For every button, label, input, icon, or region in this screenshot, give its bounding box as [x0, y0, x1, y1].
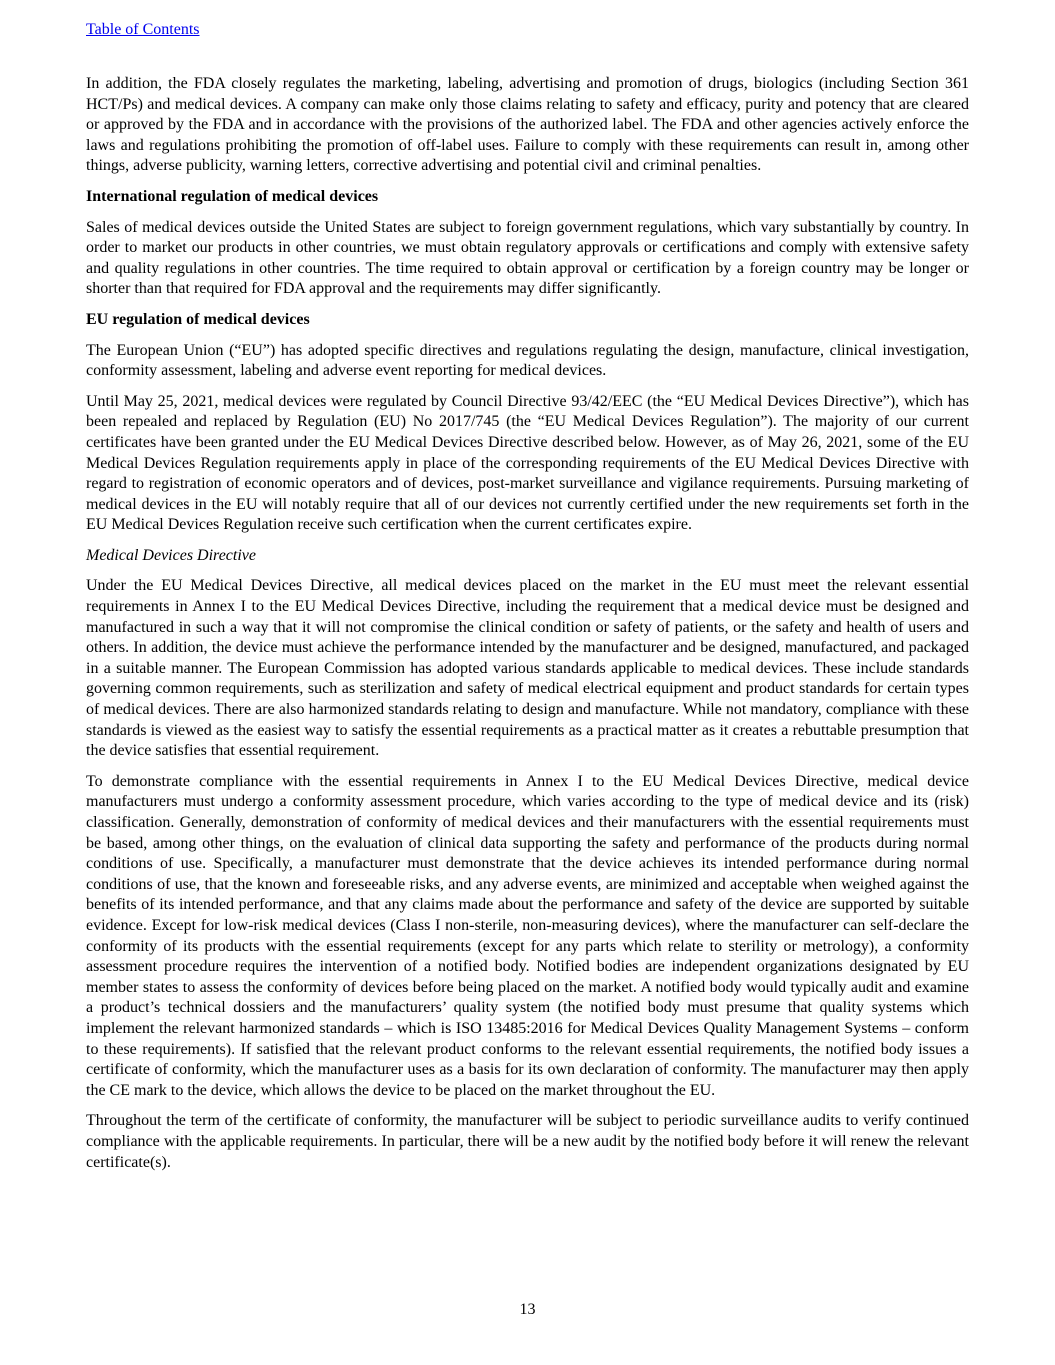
heading-eu-regulation: EU regulation of medical devices: [86, 310, 310, 328]
paragraph-foreign-regulations: Sales of medical devices outside the United States are subject to foreign government regulations, which vary substantially by country. In order to market our products in other countries, we must obtain regulatory approvals or certifications and comply with extensive safety and quality regulations in other countries. The time required to obtain approval or certification by a foreign country may be longer or shorter than that required for FDA approval and the requirements may differ significantly.: [86, 218, 969, 298]
table-of-contents-link[interactable]: Table of Contents: [86, 21, 200, 38]
paragraph-surveillance-audits: Throughout the term of the certificate of conformity, the manufacturer will be subject to periodic surveillance audits to verify continued compliance with the applicable requirements. In particular, there will be a new audit by the notified body before it will renew the relevant certificate(s).: [86, 1112, 969, 1171]
paragraph-fda-promotion: In addition, the FDA closely regulates the marketing, labeling, advertising and promotion of drugs, biologics (including Section 361 HCT/Ps) and medical devices. A company can make only those claims relating to safety and efficacy, purity and potency that are cleared or approved by the FDA and in accordance with the provisions of the authorized label. The FDA and other agencies actively enforce the laws and regulations prohibiting the promotion of off-label uses. Failure to comply with these requirements can result in, among other things, adverse publicity, warning letters, corrective advertising and potential civil and criminal penalties.: [86, 75, 969, 175]
paragraph-eu-directives: The European Union (“EU”) has adopted specific directives and regulations regulating the design, manufacture, clinical investigation, conformity assessment, labeling and adverse event reporting for medical devices.: [86, 341, 969, 380]
paragraph-essential-requirements: Under the EU Medical Devices Directive, all medical devices placed on the market in the EU must meet the relevant essential requirements in Annex I to the EU Medical Devices Directive, including the requirement that a medical device must be designed and manufactured in such a way that it will not compromise the clinical condition or safety of patients, or the safety and health of users and others. In addition, the device must achieve the performance intended by the manufacturer and be designed, manufactured, and packaged in a suitable manner. The European Commission has adopted various standards applicable to medical devices. These include standards governing common requirements, such as sterilization and safety of medical electrical equipment and product standards for certain types of medical devices. There are also harmonized standards relating to design and manufacture. While not mandatory, compliance with these standards is viewed as the easiest way to satisfy the essential requirements as a practical matter as it creates a rebuttable presumption that the device satisfies that essential requirement.: [86, 577, 969, 760]
page-number: 13: [519, 1301, 536, 1318]
subheading-medical-devices-directive: Medical Devices Directive: [86, 546, 256, 564]
paragraph-mdr-transition: Until May 25, 2021, medical devices were regulated by Council Directive 93/42/EEC (the “EU Medical Devices Directive”), which has been repealed and replaced by Regulation (EU) No 2017/745 (the “EU Medical Devices Regulation”). The majority of our current certificates have been granted under the EU Medical Devices Directive described below. However, as of May 26, 2021, some of the EU Medical Devices Regulation requirements apply in place of the corresponding requirements of the EU Medical Devices Directive with regard to registration of economic operators and of devices, post-market surveillance and vigilance requirements. Pursuing marketing of medical devices in the EU will notably require that all of our devices not currently certified under the new requirements set forth in the EU Medical Devices Regulation receive such certification when the current certificates expire.: [86, 392, 969, 534]
document-body: [86, 74, 969, 1183]
heading-international-regulation: International regulation of medical devices: [86, 187, 379, 205]
paragraph-conformity-assessment: To demonstrate compliance with the essential requirements in Annex I to the EU Medical Devices Directive, medical device manufacturers must undergo a conformity assessment procedure, which varies according to the type of medical device and its (risk) classification. Generally, demonstration of conformity of medical devices and their manufacturers with the essential requirements must be based, among other things, on the evaluation of clinical data supporting the safety and performance of the products during normal conditions of use. Specifically, a manufacturer must demonstrate that the device achieves its intended performance during normal conditions of use, that the known and foreseeable risks, and any adverse events, are minimized and acceptable when weighed against the benefits of its intended performance, and that any claims made about the performance and safety of the device are supported by suitable evidence. Except for low-risk medical devices (Class I non-sterile, non-measuring devices), where the manufacturer can self-declare the conformity of its products with the essential requirements (except for any parts which relate to sterility or metrology), a conformity assessment procedure requires the intervention of a notified body. Notified bodies are independent organizations designated by EU member states to assess the conformity of devices before being placed on the market. A notified body would typically audit and examine a product’s technical dossiers and the manufacturers’ quality system (the notified body must presume that quality systems which implement the relevant harmonized standards – which is ISO 13485:2016 for Medical Devices Quality Management Systems – conform to these requirements). If satisfied that the relevant product conforms to the relevant essential requirements, the notified body issues a certificate of conformity, which the manufacturer uses as a basis for its own declaration of conformity. The manufacturer may then apply the CE mark to the device, which allows the device to be placed on the market throughout the EU.: [86, 772, 969, 1099]
